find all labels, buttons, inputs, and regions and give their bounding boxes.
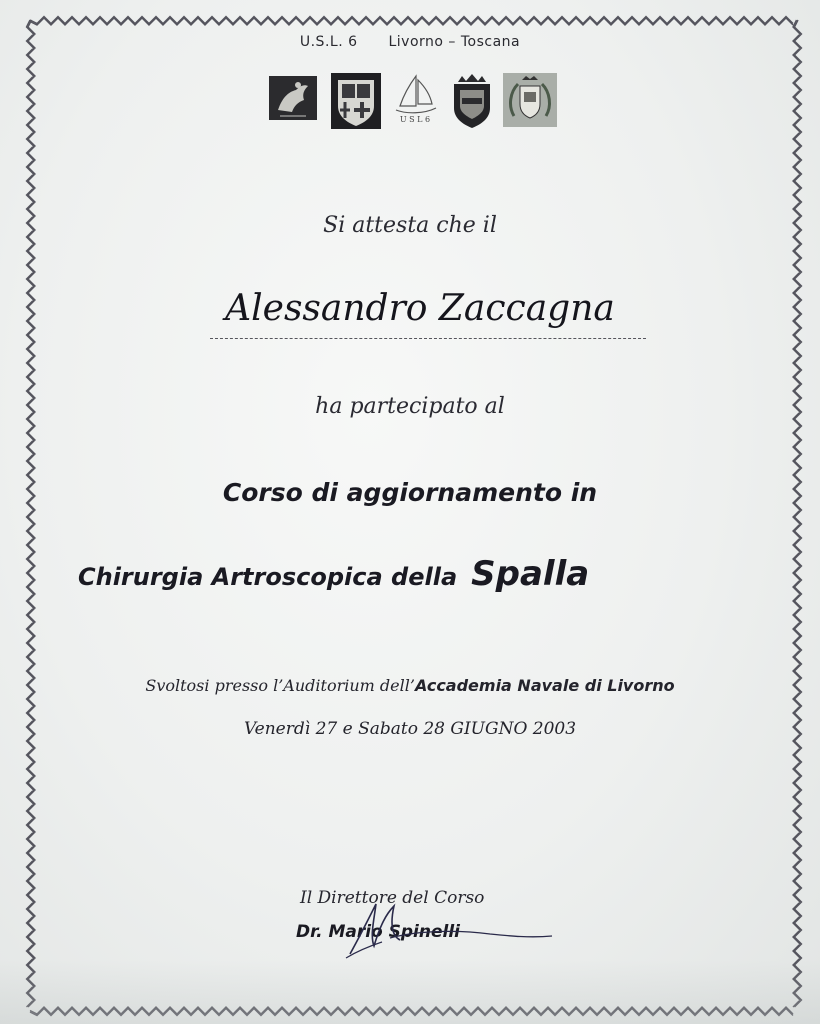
venue-prefix: Svoltosi presso l’Auditorium dell’ xyxy=(145,676,415,695)
emblem-row xyxy=(262,72,562,134)
header xyxy=(0,34,820,50)
horse-rider-crest-icon xyxy=(268,72,318,124)
director-name: Dr. Mario Spinelli xyxy=(296,922,460,942)
usl6-logo-icon xyxy=(390,72,440,132)
course-dates: Venerdì 27 e Sabato 28 GIUGNO 2003 xyxy=(243,719,577,739)
cross-shield-crest-icon xyxy=(330,72,382,130)
crowned-shield-crest-icon xyxy=(450,72,494,130)
director-title: Il Direttore del Corso xyxy=(300,888,485,908)
location-label: Livorno – Toscana xyxy=(388,34,521,50)
participated-text: ha partecipato al xyxy=(315,394,505,419)
usl6-logo-text: U S L 6 xyxy=(399,115,431,124)
recipient-name: Alessandro Zaccagna xyxy=(225,288,615,329)
venue-line xyxy=(0,676,820,695)
usl-label: U.S.L. 6 xyxy=(299,34,358,50)
wreath-crest-icon xyxy=(502,72,558,128)
attesta-text: Si attesta che il xyxy=(323,213,497,238)
course-emphasis: Spalla xyxy=(471,554,590,594)
venue-name: Accademia Navale di Livorno xyxy=(414,676,675,695)
handwritten-signature xyxy=(330,896,560,966)
course-subject: Chirurgia Artroscopica della xyxy=(78,563,458,591)
name-underline xyxy=(210,338,646,339)
course-title-line2 xyxy=(78,554,758,594)
course-title-line1: Corso di aggiornamento in xyxy=(222,478,598,507)
